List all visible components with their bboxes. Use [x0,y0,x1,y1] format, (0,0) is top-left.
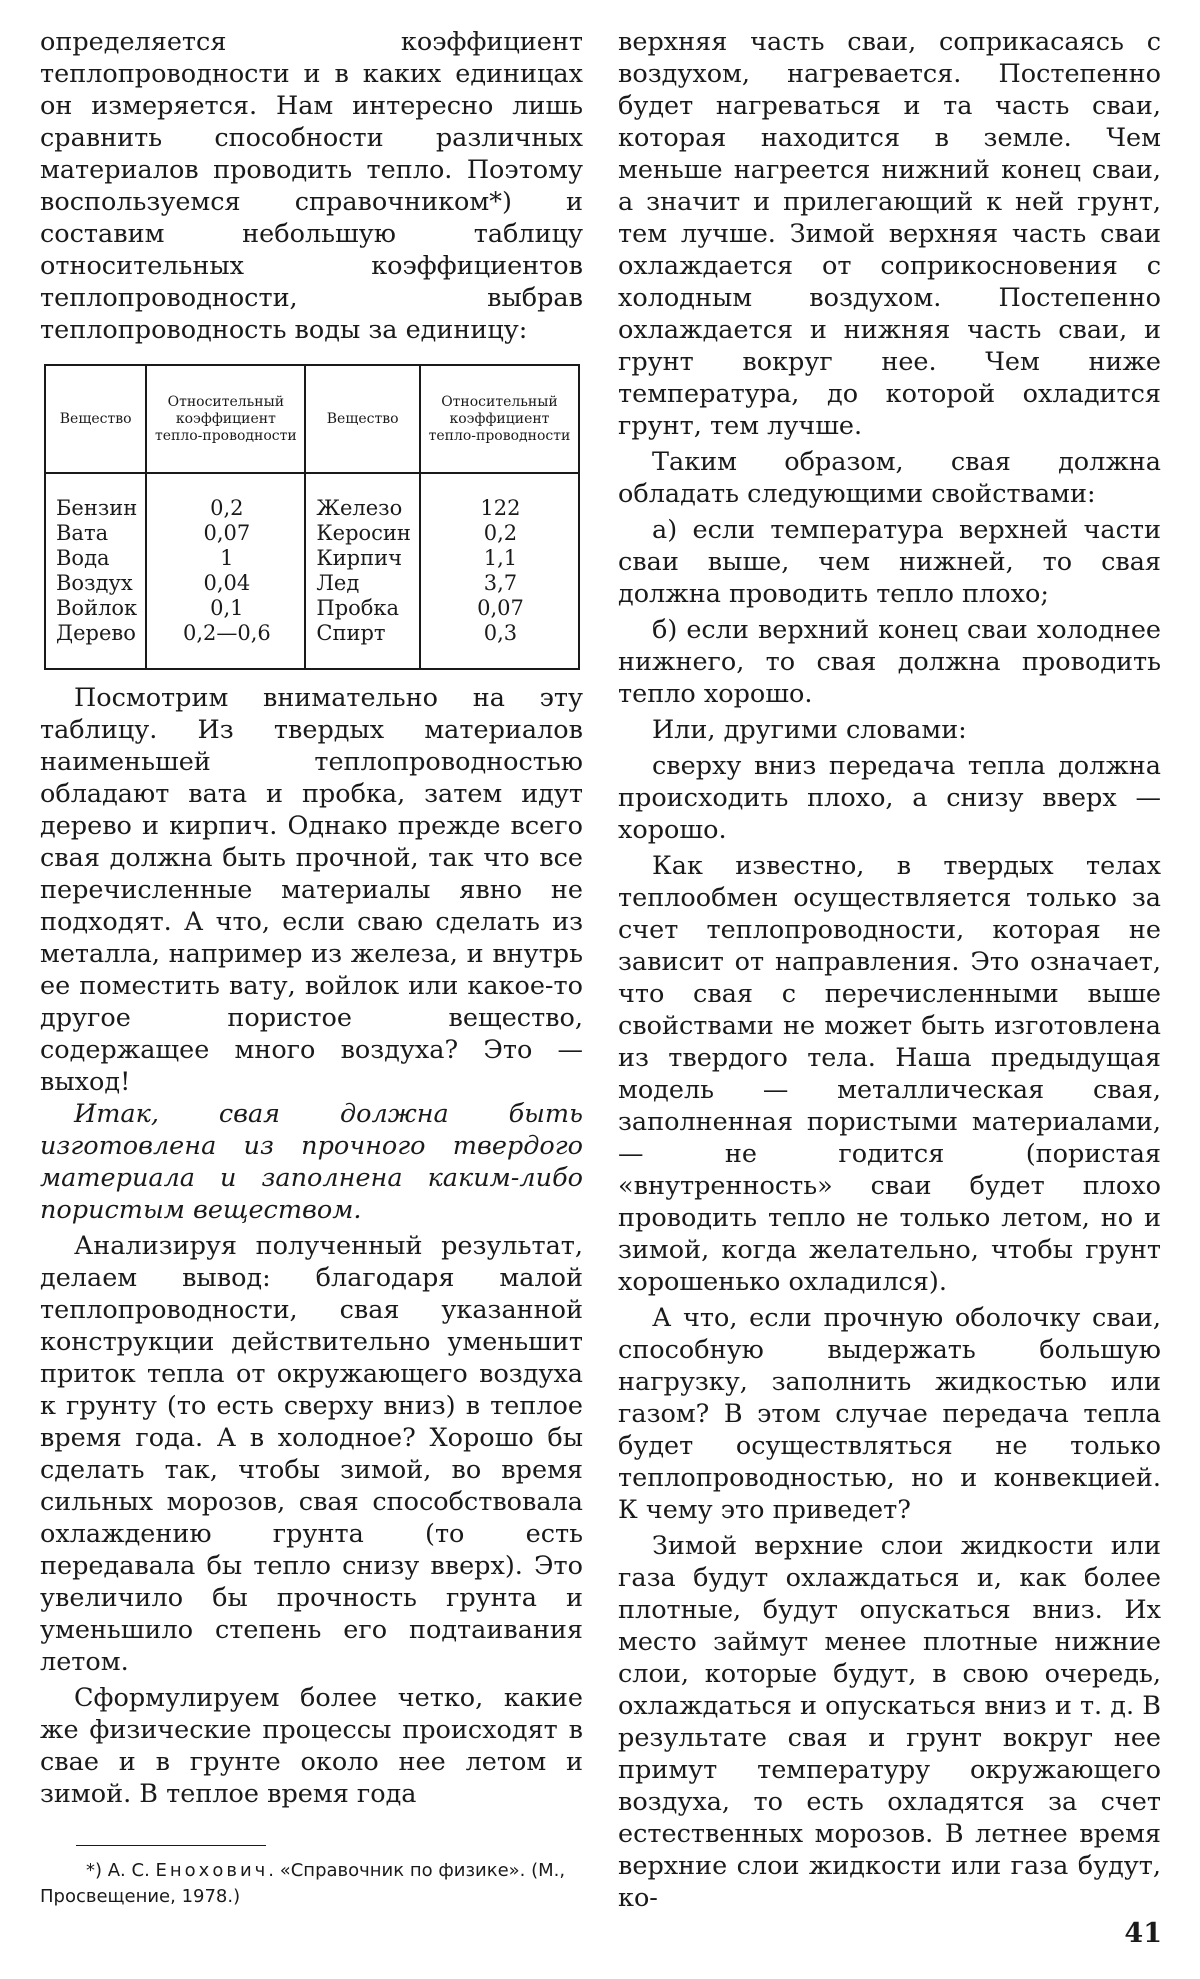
table-header-row [45,365,579,473]
footnote [40,1858,585,1910]
footnote-author: Енохович [155,1860,269,1881]
paragraph-convection: Зимой верхние слои жидкости или газа будут охлаждаться и, как более плотные, будут опускаться вниз. Их место займут менее плотные нижние слои, которые будут, в свою очередь, охлаждаться и опускаться вниз и т. д. В результате свая и грунт вокруг нее примут температуру окружающего воздуха, то есть охладятся за счет естественных морозов. В летнее время верхние слои жидкости или газа будут, ко- [618,1531,1161,1913]
page-number: 41 [1124,1918,1162,1949]
paragraph-table-analysis: Посмотрим внимательно на эту таблицу. Из твердых материалов наименьшей теплопроводностью обладают вата и пробка, затем идут дерево и кирпич. Однако прежде всего свая должна быть прочной, так что все перечисленные материалы явно не подходят. А что, если сваю сделать из металла, например из железа, и внутрь ее поместить вату, войлок или какое-то другое пористое вещество, содержащее много воздуха? Это — выход! [40,683,583,1097]
paragraph-property-b: б) если верхний конец сваи холоднее нижнего, то свая должна проводить тепло хорошо. [618,615,1161,709]
left-column [40,26,583,1810]
substance-list-2: Железо Керосин Кирпич Лед Пробка Спирт [305,473,420,669]
coefficient-list-2: 122 0,2 1,1 3,7 0,07 0,3 [420,473,579,669]
paragraph-solids: Как известно, в твердых телах теплообмен осуществляется только за счет теплопроводности, которая не зависит от направления. Это означает, что свая с перечисленными выше свойствами не может быть изготовлена из твердого тела. Наша предыдущая модель — металлическая свая, заполненная пористыми материалами, — не годится (пористая «внутренность» сваи будет плохо проводить тепло не только летом, но и зимой, когда желательно, чтобы грунт хорошенько охладился). [618,851,1161,1297]
paragraph-properties: Таким образом, свая должна обладать следующими свойствами: [618,447,1161,509]
paragraph-property-a: а) если температура верхней части сваи выше, чем нижней, то свая должна проводить тепло плохо; [618,515,1161,609]
footnote-source: . «Справочник по физике». (М., Просвещение, 1978.) [40,1860,566,1907]
footnote-divider [76,1845,266,1846]
paragraph-formulation: Сформулируем более четко, какие же физические процессы происходят в свае и в грунте около нее летом и зимой. В теплое время года [40,1683,583,1809]
paragraph-conclusion-italic: Итак, свая должна быть изготовлена из прочного твердого материала и заполнена каким-либо пористым веществом. [40,1099,583,1225]
header-coefficient-1: Относительный коэффициент тепло-проводности [146,365,305,473]
right-column [618,26,1161,1914]
header-coefficient-2: Относительный коэффициент тепло-проводности [420,365,579,473]
intro-paragraph: определяется коэффициент теплопроводности и в каких единицах он измеряется. Нам интересно лишь сравнить способности различных материалов проводить тепло. Поэтому воспользуемся справочником*) и составим небольшую таблицу относительных коэффициентов теплопроводности, выбрав теплопроводность воды за единицу: [40,27,583,345]
footnote-prefix: *) А. С. [86,1860,156,1881]
table-row [45,473,579,669]
paragraph-summer-process: верхняя часть сваи, соприкасаясь с воздухом, нагревается. Постепенно будет нагреваться и та часть сваи, которая находится в земле. Чем меньше нагреется нижний конец сваи, а значит и прилегающий к ней грунт, тем лучше. Зимой верхняя часть сваи охлаждается от соприкосновения с холодным воздухом. Постепенно охлаждается и нижняя часть сваи, и грунт вокруг нее. Чем ниже температура, до которой охладится грунт, тем лучше. [618,27,1161,441]
coefficient-list-1: 0,2 0,07 1 0,04 0,1 0,2—0,6 [146,473,305,669]
paragraph-liquid-gas: А что, если прочную оболочку сваи, способную выдержать большую нагрузку, заполнить жидкостью или газом? В этом случае передача тепла будет осуществляться не только теплопроводностью, но и конвекцией. К чему это приведет? [618,1303,1161,1525]
substance-list-1: Бензин Вата Вода Воздух Войлок Дерево [45,473,146,669]
paragraph-direction: сверху вниз передача тепла должна происходить плохо, а снизу вверх — хорошо. [618,751,1161,845]
header-substance-1: Вещество [45,365,146,473]
thermal-conductivity-table [44,364,580,670]
header-substance-2: Вещество [305,365,420,473]
paragraph-other-words: Или, другими словами: [652,715,967,745]
paragraph-analysis: Анализируя полученный результат, делаем вывод: благодаря малой теплопроводности, свая указанной конструкции действительно уменьшит приток тепла от окружающего воздуха к грунту (то есть сверху вниз) в теплое время года. А в холодное? Хорошо бы сделать так, чтобы зимой, во время сильных морозов, свая способствовала охлаждению грунта (то есть передавала бы тепло снизу вверх). Это увеличило бы прочность грунта и уменьшило степень его подтаивания летом. [40,1231,583,1677]
